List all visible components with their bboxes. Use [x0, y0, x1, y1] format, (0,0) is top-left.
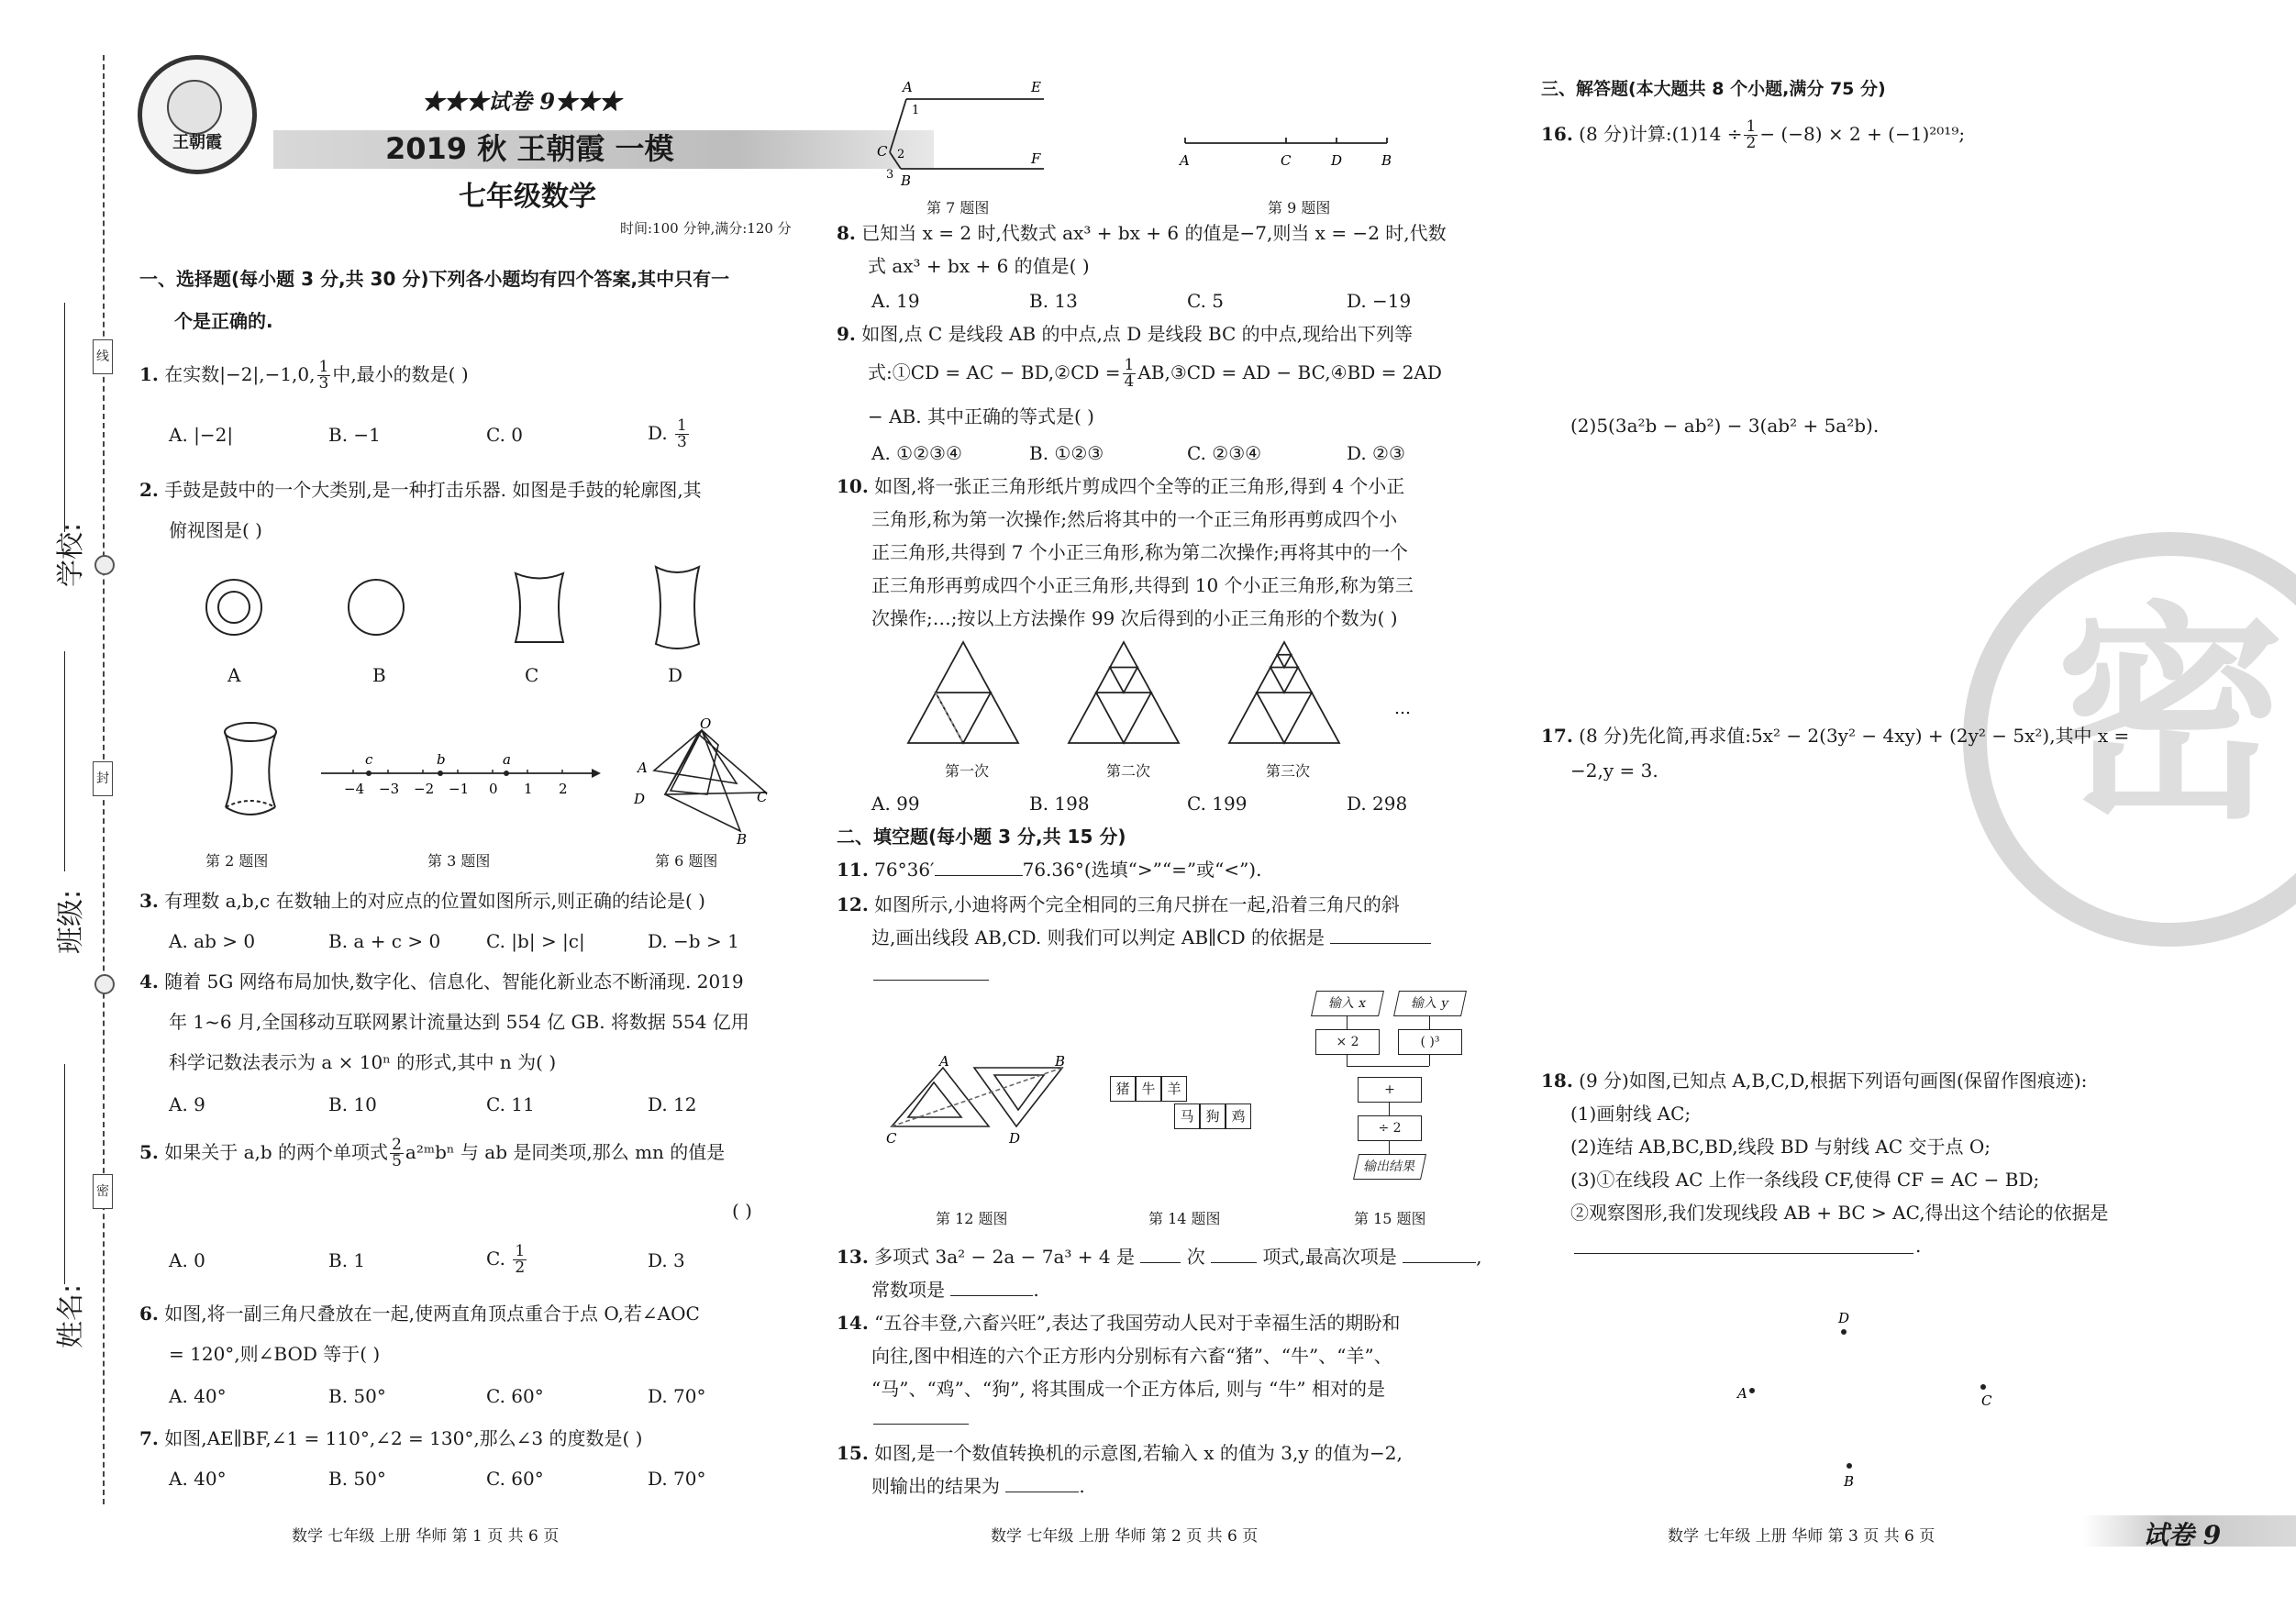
q6-triangles-figure [628, 717, 775, 846]
flow-times2: × 2 [1315, 1029, 1380, 1055]
q14-stem-1: 14. “五谷丰登,六畜兴旺”,表达了我国劳动人民对于幸福生活的期盼和 [837, 1312, 1401, 1334]
svg-text:D: D [634, 791, 646, 807]
q5-answer-paren: ( ) [732, 1200, 752, 1222]
q5-stem: 5. 如果关于 a,b 的两个单项式 $\frac{2}{5}$ a²ᵐbⁿ 与 ab 是同类项,那么 mn 的值是 [139, 1136, 726, 1170]
svg-text:A: A [903, 79, 913, 95]
svg-text:2: 2 [897, 148, 905, 161]
time-note: 时间:100 分钟,满分:120 分 [620, 220, 792, 237]
q2-figure-caption: 第 2 题图 [205, 852, 269, 870]
svg-text:C: C [877, 143, 888, 160]
q6-option-a: A. 40° [169, 1385, 227, 1407]
q1-stem: 1. 在实数|−2|,−1,0, $\frac{1}{3}$ 中,最小的数是( ) [139, 358, 469, 393]
q12-triangles-figure [879, 1055, 1071, 1147]
q9-stem-3: − AB. 其中正确的等式是( ) [868, 405, 1094, 427]
name-label: 姓名: [55, 1283, 87, 1348]
q1-option-c: C. 0 [486, 424, 524, 446]
q9-figure-caption: 第 9 题图 [1268, 199, 1331, 216]
q15-answer-blank[interactable] [1005, 1475, 1079, 1492]
q6-stem-1: 6. 如图,将一副三角尺叠放在一起,使两直角顶点重合于点 O,若∠AOC [139, 1303, 700, 1325]
q4-stem-3: 科学记数法表示为 a × 10ⁿ 的形式,其中 n 为( ) [169, 1051, 557, 1073]
net-cell: 羊 [1161, 1076, 1187, 1102]
q11-stem: 11. 76°36′ 76.36°(选填“>”“=”或“<”). [837, 859, 1262, 881]
q14-figure-caption: 第 14 题图 [1148, 1210, 1221, 1227]
svg-text:D: D [1009, 1130, 1021, 1147]
q12-stem-1: 12. 如图所示,小迪将两个完全相同的三角尺拼在一起,沿着三角尺的斜 [837, 893, 1400, 915]
numline-label-a: a [503, 751, 511, 768]
binding-circle-icon [94, 974, 115, 994]
net-cell: 猪 [1110, 1076, 1136, 1102]
net-cell: 牛 [1136, 1076, 1161, 1102]
q4-option-b: B. 10 [328, 1093, 377, 1115]
q3-option-b: B. a + c > 0 [328, 930, 441, 952]
binding-circle-icon [94, 555, 115, 575]
q10-option-c: C. 199 [1187, 793, 1248, 815]
q8-option-d: D. −19 [1347, 290, 1412, 312]
q3-figure-caption: 第 3 题图 [427, 852, 491, 870]
q1-option-d: D. $\frac{1}{3}$ [648, 416, 687, 451]
svg-text:B: B [901, 172, 912, 187]
q15-figure-caption: 第 15 题图 [1354, 1210, 1426, 1227]
svg-text:B: B [1381, 152, 1392, 169]
q5-option-d: D. 3 [648, 1249, 685, 1271]
q7-figure-caption: 第 7 题图 [926, 199, 990, 216]
q10-stem-4: 正三角形再剪成四个小正三角形,共得到 10 个小正三角形,称为第三 [871, 574, 1414, 596]
q3-stem: 3. 有理数 a,b,c 在数轴上的对应点的位置如图所示,则正确的结论是( ) [139, 890, 705, 912]
q8-stem-2: 式 ax³ + bx + 6 的值是( ) [868, 255, 1090, 277]
q2-stem-1: 2. 手鼓是鼓中的一个大类别,是一种打击乐器. 如图是手鼓的轮廓图,其 [139, 479, 702, 501]
q2-option-a: A [227, 664, 241, 686]
binding-tag-seal: 封 [93, 761, 113, 796]
q2-figure-d [656, 567, 699, 649]
q9-stem-2: 式:①CD = AC − BD,②CD = $\frac{1}{4}$ AB,③CD = AD − BC,④BD = 2AD [868, 356, 1442, 391]
q7-figure [870, 77, 1053, 187]
q18-stem-5: ②观察图形,我们发现线段 AB + BC > AC,得出这个结论的依据是 [1570, 1202, 2109, 1224]
class-label: 班级: [55, 889, 87, 954]
q9-option-b: B. ①②③ [1029, 442, 1104, 464]
q10-stem-2: 三角形,称为第一次操作;然后将其中的一个正三角形再剪成四个小 [871, 508, 1398, 530]
q6-stem-2: = 120°,则∠BOD 等于( ) [169, 1343, 381, 1365]
svg-text:C: C [886, 1130, 897, 1147]
q18-point-b: B [1844, 1473, 1855, 1490]
flow-div2: ÷ 2 [1358, 1115, 1422, 1141]
header-badge: ★★★试卷 9★★★ [422, 88, 622, 115]
svg-text:B: B [1055, 1055, 1066, 1070]
q1-option-b: B. −1 [328, 424, 381, 446]
q3-option-a: A. ab > 0 [169, 930, 256, 952]
footer-badge: 试卷 9 [2143, 1520, 2222, 1550]
q5-option-b: B. 1 [328, 1249, 366, 1271]
q5-option-c: C. $\frac{1}{2}$ [486, 1242, 526, 1277]
net-cell: 狗 [1200, 1103, 1226, 1129]
q7-option-c: C. 60° [486, 1468, 544, 1490]
header-title: 2019 秋 王朝霞 一模 [385, 131, 674, 166]
q15-flowchart [1312, 991, 1477, 1202]
q9-stem-1: 9. 如图,点 C 是线段 AB 的中点,点 D 是线段 BC 的中点,现给出下列等 [837, 323, 1414, 345]
svg-text:E: E [1031, 79, 1041, 95]
q6-option-c: C. 60° [486, 1385, 544, 1407]
logo-seal [138, 55, 257, 174]
school-underline [64, 303, 65, 532]
q2-option-d: D [668, 664, 683, 686]
q10-caption-3: 第三次 [1266, 762, 1311, 780]
q8-stem-1: 8. 已知当 x = 2 时,代数式 ax³ + bx + 6 的值是−7,则当 x = −2 时,代数 [837, 222, 1447, 244]
svg-text:A: A [638, 760, 648, 776]
q7-option-a: A. 40° [169, 1468, 227, 1490]
q4-stem-1: 4. 随着 5G 网络布局加快,数字化、信息化、智能化新业态不断涌现. 2019 [139, 970, 744, 993]
svg-text:C: C [1281, 152, 1292, 169]
svg-text:A: A [939, 1055, 949, 1070]
q10-option-b: B. 198 [1029, 793, 1090, 815]
q10-triangles-figure [899, 633, 1431, 752]
q2-stem-2: 俯视图是( ) [169, 519, 262, 541]
flow-plus: + [1358, 1077, 1422, 1103]
svg-text:D: D [1331, 152, 1343, 169]
q1-option-a: A. |−2| [169, 424, 234, 446]
q4-option-a: A. 9 [169, 1093, 205, 1115]
q3-option-d: D. −b > 1 [648, 930, 739, 952]
q14-answer-blank[interactable] [873, 1424, 969, 1425]
flow-output: 输出结果 [1353, 1154, 1426, 1180]
q18-point-a: A [1737, 1385, 1747, 1402]
q8-option-a: A. 19 [871, 290, 920, 312]
class-underline [64, 651, 65, 871]
net-cell: 马 [1174, 1103, 1200, 1129]
q10-caption-2: 第二次 [1106, 762, 1151, 780]
q18-point-d: D [1838, 1310, 1850, 1326]
svg-text:A: A [1180, 152, 1190, 169]
q9-option-c: C. ②③④ [1187, 442, 1262, 464]
q7-option-d: D. 70° [648, 1468, 706, 1490]
svg-text:C: C [757, 789, 768, 805]
flow-input-y: 输入 y [1393, 991, 1467, 1016]
section1-heading-2: 个是正确的. [174, 310, 273, 332]
q17-stem-1: 17. (8 分)先化简,再求值:5x² − 2(3y² − 4xy) + (2y² − 5x²),其中 x = [1541, 725, 2130, 747]
q18-stem-1: 18. (9 分)如图,已知点 A,B,C,D,根据下列语句画图(保留作图痕迹): [1541, 1070, 2088, 1092]
svg-text:B: B [737, 831, 748, 846]
q18-point-c: C [1981, 1392, 1992, 1409]
numline-label-c: c [365, 751, 373, 768]
q7-stem: 7. 如图,AE∥BF,∠1 = 110°,∠2 = 130°,那么∠3 的度数是( ) [139, 1427, 643, 1449]
q2-figure-b [349, 580, 404, 635]
q2-figures [193, 560, 706, 660]
numline-tick-label: −2 [414, 781, 435, 797]
name-underline [64, 1064, 65, 1284]
page-3-footer: 数学 七年级 上册 华师 第 3 页 共 6 页 [1668, 1527, 1936, 1546]
q16-part1: 16. (8 分)计算:(1)14 ÷ $\frac{1}{2}$ − (−8) × 2 + (−1)²⁰¹⁹; [1541, 117, 1966, 152]
q16-part2: (2)5(3a²b − ab²) − 3(ab² + 5a²b). [1570, 415, 1880, 437]
q12-figure-caption: 第 12 题图 [936, 1210, 1008, 1227]
q2-figure-c [516, 573, 563, 642]
numline-tick-label: −1 [449, 781, 470, 797]
q13-stem-1: 13. 多项式 3a² − 2a − 7a³ + 4 是 次 项式,最高次项是 , [837, 1246, 1482, 1268]
secret-stamp-char: 密 [2056, 582, 2285, 849]
q12-answer-blank[interactable] [1330, 926, 1431, 944]
q10-option-d: D. 298 [1347, 793, 1408, 815]
q18-stem-3: (2)连结 AB,BC,BD,线段 BD 与射线 AC 交于点 O; [1570, 1136, 1991, 1158]
svg-text:1: 1 [912, 104, 920, 117]
numline-tick-label: 2 [559, 781, 568, 797]
q9-option-a: A. ①②③④ [871, 442, 962, 464]
q10-dots: … [1394, 699, 1411, 718]
numline-label-b: b [437, 751, 446, 768]
q13-stem-2: 常数项是 . [871, 1279, 1039, 1301]
q2-option-c: C [525, 664, 539, 686]
q12-stem-2: 边,画出线段 AB,CD. 则我们可以判定 AB∥CD 的依据是 [871, 926, 1431, 949]
q10-stem-1: 10. 如图,将一张正三角形纸片剪成四个全等的正三角形,得到 4 个小正 [837, 475, 1405, 497]
q10-option-a: A. 99 [871, 793, 920, 815]
q14-stem-2: 向往,图中相连的六个正方形内分别标有六畜“猪”、“牛”、“羊”、 [871, 1345, 1392, 1367]
svg-text:F: F [1031, 150, 1041, 167]
page-2-footer: 数学 七年级 上册 华师 第 2 页 共 6 页 [991, 1527, 1259, 1546]
numline-tick-label: −4 [344, 781, 365, 797]
q18-answer-blank[interactable] [1574, 1253, 1913, 1254]
binding-tag-line: 线 [93, 339, 113, 374]
q10-stem-5: 次操作;…;按以上方法操作 99 次后得到的小正三角形的个数为( ) [871, 607, 1398, 629]
q18-points-figure [1725, 1303, 2018, 1495]
svg-text:O: O [700, 717, 712, 732]
q9-option-d: D. ②③ [1347, 442, 1405, 464]
q8-option-b: B. 13 [1029, 290, 1078, 312]
flow-input-x: 输入 x [1311, 991, 1384, 1016]
numline-tick-label: 1 [524, 781, 533, 797]
binding-tag-secret: 密 [93, 1174, 113, 1209]
flow-cube: ( )³ [1398, 1029, 1462, 1055]
q3-number-line [316, 748, 601, 812]
school-label: 学校: [55, 522, 87, 587]
q15-stem-1: 15. 如图,是一个数值转换机的示意图,若输入 x 的值为 3,y 的值为−2, [837, 1442, 1403, 1464]
svg-text:3: 3 [886, 168, 894, 182]
q10-caption-1: 第一次 [945, 762, 990, 780]
header-subtitle: 七年级数学 [459, 181, 596, 213]
q6-option-d: D. 70° [648, 1385, 706, 1407]
net-cell: 鸡 [1226, 1103, 1251, 1129]
q9-segment-figure [1174, 128, 1394, 174]
q6-figure-caption: 第 6 题图 [655, 852, 718, 870]
section2-heading: 二、填空题(每小题 3 分,共 15 分) [837, 826, 1126, 848]
q4-option-d: D. 12 [648, 1093, 697, 1115]
q15-stem-2: 则输出的结果为 . [871, 1475, 1085, 1497]
section1-heading-1: 一、选择题(每小题 3 分,共 30 分)下列各小题均有四个答案,其中只有一 [139, 268, 730, 290]
q4-stem-2: 年 1~6 月,全国移动互联网累计流量达到 554 亿 GB. 将数据 554 亿用 [169, 1011, 749, 1033]
q2-figure-a [206, 580, 261, 635]
q4-option-c: C. 11 [486, 1093, 535, 1115]
q7-option-b: B. 50° [328, 1468, 386, 1490]
q12-answer-blank-2[interactable] [873, 980, 989, 981]
section3-heading: 三、解答题(本大题共 8 个小题,满分 75 分) [1541, 79, 1886, 99]
numline-tick-label: 0 [489, 781, 498, 797]
q14-stem-3: “马”、“鸡”、“狗”, 将其围成一个正方体后, 则与 “牛” 相对的是 [871, 1378, 1385, 1400]
q18-stem-2: (1)画射线 AC; [1570, 1103, 1691, 1125]
q8-option-c: C. 5 [1187, 290, 1225, 312]
q10-stem-3: 正三角形,共得到 7 个小正三角形,称为第二次操作;再将其中的一个 [871, 541, 1408, 563]
q14-net-figure [1110, 1076, 1257, 1137]
q17-stem-2: −2,y = 3. [1570, 760, 1658, 782]
page-1-footer: 数学 七年级 上册 华师 第 1 页 共 6 页 [292, 1527, 560, 1546]
q18-stem-4: (3)①在线段 AC 上作一条线段 CF,使得 CF = AC − BD; [1570, 1169, 2040, 1191]
q6-option-b: B. 50° [328, 1385, 386, 1407]
logo-text: 王朝霞 [172, 133, 222, 152]
q2-drum-figure [209, 715, 292, 826]
q2-option-b: B [372, 664, 386, 686]
q5-option-a: A. 0 [169, 1249, 205, 1271]
q18-period: . [1915, 1235, 1922, 1257]
q3-option-c: C. |b| > |c| [486, 930, 585, 952]
numline-tick-label: −3 [379, 781, 400, 797]
